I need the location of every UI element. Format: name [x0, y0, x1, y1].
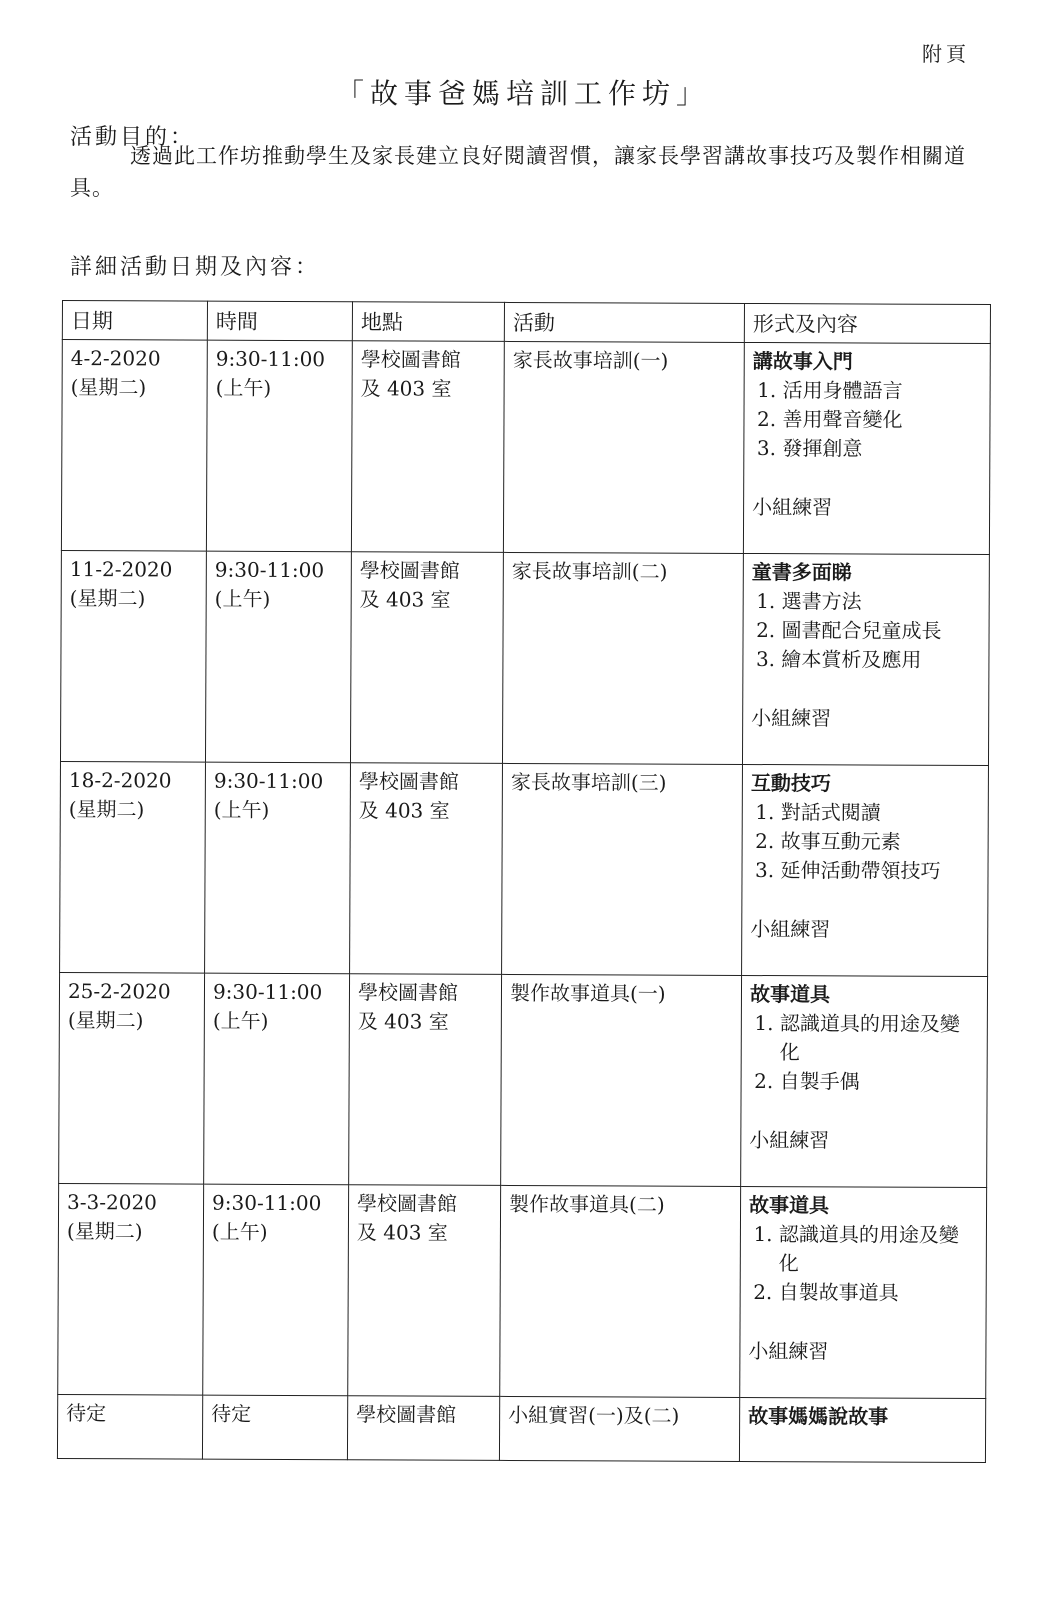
- cell-activity: [499, 1396, 739, 1461]
- weekday-text: (星期二): [69, 586, 146, 611]
- venue-text: 學校圖書館: [357, 980, 459, 1005]
- room-text: 及 403 室: [356, 1220, 448, 1245]
- cell-content: [743, 342, 990, 554]
- date-text: 18-2-2020: [68, 768, 172, 793]
- date-text: 25-2-2020: [67, 979, 171, 1004]
- content-list: [751, 587, 980, 675]
- content-list: [749, 1220, 978, 1308]
- period-text: (上午): [211, 1219, 268, 1244]
- period-text: (上午): [212, 1008, 269, 1033]
- cell-time: [204, 973, 350, 1185]
- list-item: 3. 發揮創意: [782, 434, 981, 464]
- table-row: [58, 1183, 987, 1398]
- room-text: 及 403 室: [358, 798, 450, 823]
- details-heading: 詳細活動日期及內容：: [70, 255, 321, 280]
- activity-text: 家長故事培訓(三): [510, 769, 667, 795]
- table-row: [61, 340, 990, 555]
- time-text: 9:30-11:00: [212, 1190, 322, 1216]
- venue-text: 學校圖書館: [357, 1191, 458, 1216]
- cell-date: [60, 761, 206, 973]
- list-item: 2. 故事互動元素: [781, 827, 980, 857]
- header-venue: 地點: [352, 302, 504, 342]
- activity-text: 小組實習(一)及(二): [508, 1402, 680, 1428]
- time-text: 9:30-11:00: [215, 346, 326, 372]
- cell-time: [205, 762, 351, 974]
- venue-text: 學校圖書館: [360, 347, 461, 372]
- room-text: 及 403 室: [360, 376, 452, 401]
- activity-text: 製作故事道具(一): [509, 980, 666, 1006]
- content-list: [750, 1009, 979, 1097]
- practice-text: 小組練習: [752, 495, 833, 520]
- date-text: 11-2-2020: [69, 557, 173, 582]
- list-item: 1. 選書方法: [782, 587, 981, 617]
- schedule-table: [57, 300, 991, 1463]
- cell-venue: [348, 1185, 501, 1397]
- cell-venue: [349, 974, 502, 1186]
- topic-text: 故事媽媽說故事: [748, 1404, 889, 1429]
- list-item: 2. 圖書配合兒童成長: [782, 616, 981, 646]
- venue-text: 學校圖書館: [359, 558, 460, 583]
- list-item: 1. 活用身體語言: [783, 376, 982, 406]
- topic-text: 講故事入門: [752, 349, 853, 374]
- list-item: 1. 認識道具的用途及變化: [779, 1220, 978, 1279]
- list-item: 2. 善用聲音變化: [782, 405, 981, 435]
- list-item: 2. 自製故事道具: [779, 1278, 978, 1308]
- cell-activity: [501, 974, 742, 1186]
- table-row: [59, 972, 988, 1187]
- cell-activity: [502, 552, 743, 764]
- cell-venue: [347, 1396, 499, 1461]
- cell-content: [739, 1397, 985, 1462]
- header-time: 時間: [207, 301, 352, 341]
- cell-activity: [502, 763, 743, 975]
- cell-date: [58, 1183, 204, 1395]
- cell-date: [61, 340, 207, 552]
- time-text: 9:30-11:00: [213, 768, 324, 794]
- weekday-text: (星期二): [66, 1219, 143, 1244]
- content-list: [750, 798, 979, 886]
- cell-venue: [350, 763, 503, 975]
- topic-text: 互動技巧: [750, 771, 831, 796]
- cell-time: [205, 551, 351, 763]
- activity-text: 家長故事培訓(二): [511, 558, 668, 584]
- table-row-tbd: [57, 1394, 985, 1462]
- cell-content: [741, 975, 988, 1187]
- table-row: [60, 550, 989, 765]
- cell-time: [206, 340, 352, 552]
- date-text: 3-3-2020: [67, 1190, 157, 1215]
- table-row: [60, 761, 989, 976]
- practice-text: 小組練習: [748, 1339, 829, 1364]
- period-text: (上午): [215, 375, 272, 400]
- topic-text: 故事道具: [749, 982, 831, 1007]
- list-item: 3. 繪本賞析及應用: [781, 645, 980, 675]
- cell-date: [59, 972, 205, 1184]
- cell-content: [740, 1186, 987, 1398]
- cell-activity: [503, 341, 744, 553]
- practice-text: 小組練習: [749, 1128, 830, 1153]
- period-text: (上午): [214, 586, 271, 611]
- weekday-text: (星期二): [70, 375, 147, 400]
- cell-activity: [500, 1185, 741, 1397]
- time-text: 9:30-11:00: [214, 557, 325, 583]
- period-text: (上午): [213, 797, 270, 822]
- cell-time: [203, 1184, 349, 1396]
- cell-content: [742, 553, 989, 765]
- cell-venue: [351, 341, 504, 553]
- cell-time: [202, 1395, 347, 1460]
- cell-date: [57, 1394, 202, 1459]
- header-content: 形式及內容: [744, 303, 990, 343]
- purpose-heading: 活動目的：: [70, 125, 196, 150]
- table-header-row: [62, 301, 990, 344]
- list-item: 1. 對話式閱讀: [781, 798, 980, 828]
- activity-text: 家長故事培訓(一): [512, 347, 669, 373]
- date-text: 4-2-2020: [70, 346, 161, 371]
- weekday-text: (星期二): [68, 797, 145, 822]
- cell-content: [742, 764, 989, 976]
- list-item: 2. 自製手偶: [780, 1067, 979, 1097]
- room-text: 及 403 室: [359, 587, 451, 612]
- activity-text: 製作故事道具(二): [509, 1191, 665, 1217]
- venue-text: 學校圖書館: [356, 1402, 457, 1427]
- weekday-text: (星期二): [67, 1008, 144, 1033]
- cell-date: [60, 550, 206, 762]
- practice-text: 小組練習: [750, 917, 831, 942]
- purpose-text: 透過此工作坊推動學生及家長建立良好閱讀習慣，讓家長學習講故事技巧及製作相關道具。: [70, 144, 966, 200]
- topic-text: 故事道具: [749, 1193, 830, 1218]
- list-item: 3. 延伸活動帶領技巧: [780, 856, 979, 886]
- practice-text: 小組練習: [751, 706, 832, 731]
- topic-text: 童書多面睇: [751, 560, 852, 585]
- header-date: 日期: [62, 301, 207, 341]
- appendix-label: 附頁: [922, 42, 970, 66]
- date-text: 待定: [66, 1401, 107, 1426]
- venue-text: 學校圖書館: [358, 769, 459, 794]
- time-text: 待定: [211, 1401, 252, 1426]
- room-text: 及 403 室: [357, 1009, 449, 1034]
- page-title: 「故事爸媽培訓工作坊」: [335, 77, 710, 110]
- list-item: 1. 認識道具的用途及變化: [780, 1009, 979, 1068]
- time-text: 9:30-11:00: [212, 979, 323, 1005]
- cell-venue: [350, 552, 503, 764]
- content-list: [752, 376, 981, 464]
- header-activity: 活動: [504, 302, 744, 342]
